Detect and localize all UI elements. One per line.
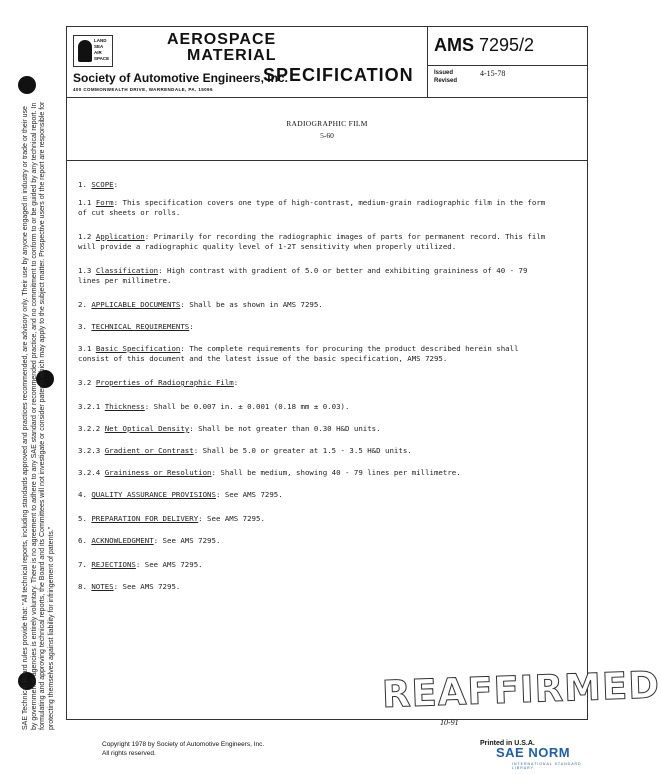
printed-in: Printed in U.S.A.	[480, 740, 535, 747]
document-title-box	[66, 97, 588, 161]
section: 3.2.1 Thickness: Shall be 0.007 in. ± 0.001 (0.18 mm ± 0.03).	[78, 402, 350, 411]
issued-labels: Issued Revised	[434, 70, 458, 84]
issued-date: 4-15-78	[480, 69, 506, 78]
section: 1.3 Classification: High contrast with gradient of 5.0 or better and exhibiting graininess of 40 - 79 lines per millimetre.	[78, 266, 528, 285]
watermark-logo: SAE NORM	[496, 745, 571, 760]
section: 5. PREPARATION FOR DELIVERY: See AMS 7295.	[78, 514, 265, 523]
section: 3.1 Basic Specification: The complete requirements for procuring the product described herein shall consist of this document and the latest issue of the basic specification, AMS 7295.	[78, 344, 519, 363]
stamp-date: 10-91	[440, 718, 459, 727]
header	[66, 26, 588, 98]
spec-number-box	[427, 27, 588, 97]
sae-logo	[73, 35, 113, 67]
section: 3. TECHNICAL REQUIREMENTS:	[78, 322, 194, 331]
divider	[428, 65, 588, 66]
section: 1. SCOPE:	[78, 180, 119, 189]
section: 3.2.3 Gradient or Contrast: Shall be 5.0 or greater at 1.5 - 3.5 H&D units.	[78, 446, 412, 455]
punch-hole	[18, 76, 36, 94]
section: 1.2 Application: Primarily for recording the radiographic images of parts for permanent record. This film will provide a radiographic quality level of 1-2T sensitivity when properly utilized.	[78, 232, 546, 251]
watermark-subtitle: INTERNATIONAL STANDARD LIBRARY	[512, 762, 582, 770]
section: 2. APPLICABLE DOCUMENTS: Shall be as shown in AMS 7295.	[78, 300, 323, 309]
logo-letters: LAND SEA AIR SPACE	[94, 38, 110, 61]
title-aerospace: AEROSPACE	[167, 31, 277, 48]
society-name: Society of Automotive Engineers, Inc.	[73, 71, 288, 85]
section: 3.2.4 Graininess or Resolution: Shall be medium, showing 40 - 79 lines per millimetre.	[78, 468, 461, 477]
emblem-icon	[78, 40, 92, 62]
title-specification: SPECIFICATION	[263, 65, 414, 85]
document-title: RADIOGRAPHIC FILM	[286, 119, 368, 128]
section: 3.2.2 Net Optical Density: Shall be not greater than 0.30 H&D units.	[78, 424, 381, 433]
reaffirmed-stamp: REAFFIRMED	[381, 663, 661, 717]
section: 1.1 Form: This specification covers one type of high-contrast, medium-grain radiographic film in the form of cut sheets or rolls.	[78, 198, 546, 217]
section: 6. ACKNOWLEDGMENT: See AMS 7295.	[78, 536, 221, 545]
section: 8. NOTES: See AMS 7295.	[78, 582, 181, 591]
ams-number: AMS 7295/2	[434, 35, 535, 55]
sidebar-notice-text: SAE Technical Board rules provide that: "All technical reports, including standards approved and practices recommended, are advisory only. Their use by anyone engaged in industry or trade or their use by governmental agencies is entirely voluntary. There is no agreement to adhere to any SAE standard or recommended practice, and no commitment to conform to or be guided by any technical report. In formulating and approving technical reports, the Board and its Committees will not investigate or consider patents which may apply to the subject matter. Prospective users of the report are responsible for protecting themselves against liability for infringement of patents."	[22, 101, 55, 730]
document-subtitle: 5-60	[320, 131, 334, 140]
section: 4. QUALITY ASSURANCE PROVISIONS: See AMS 7295.	[78, 490, 283, 499]
footer-copyright: Copyright 1978 by Society of Automotive Engineers, Inc. All rights reserved.	[102, 741, 265, 757]
society-address: 400 COMMONWEALTH DRIVE, WARRENDALE, PA. 15096	[73, 87, 213, 92]
section: 7. REJECTIONS: See AMS 7295.	[78, 560, 203, 569]
title-material: MATERIAL	[187, 47, 277, 64]
section: 3.2 Properties of Radiographic Film:	[78, 378, 239, 387]
